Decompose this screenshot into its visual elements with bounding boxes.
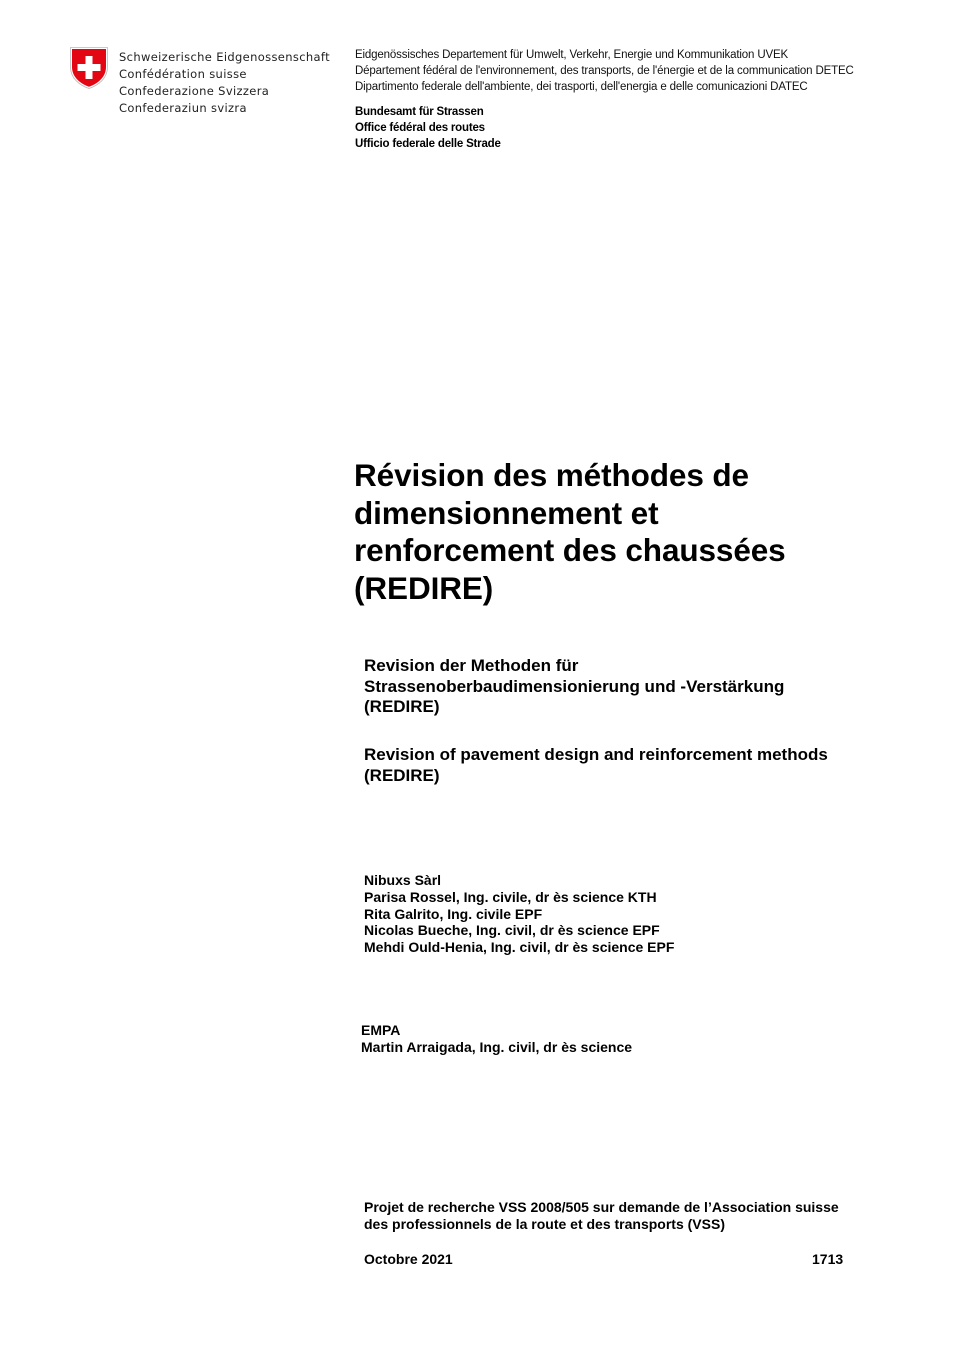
subtitle-en-line: (REDIRE) (364, 765, 440, 785)
organization-name: Nibuxs Sàrl (364, 872, 442, 888)
confederation-names (119, 49, 330, 117)
department-line-it: Dipartimento federale dell'ambiente, dei trasporti, dell'energia e delle comunicazioni DATEC (355, 81, 808, 93)
confederation-name-de: Schweizerische Eidgenossenschaft (119, 50, 330, 64)
office-block (355, 104, 501, 152)
subtitle-de-line: Revision der Methoden für (364, 656, 579, 675)
subtitle-en-line: Revision of pavement design and reinforcement methods (364, 745, 828, 764)
title-line: (REDIRE) (354, 569, 494, 606)
confederation-name-it: Confederazione Svizzera (119, 84, 270, 98)
organization-name: EMPA (361, 1022, 401, 1038)
author-entry: Nicolas Bueche, Ing. civil, dr ès science EPF (364, 922, 660, 939)
swiss-coat-of-arms-icon (70, 47, 108, 89)
confederation-name-fr: Confédération suisse (119, 67, 247, 81)
title-line: renforcement des chaussées (354, 532, 786, 568)
project-note (364, 1199, 884, 1232)
office-line-it: Ufficio federale delle Strade (355, 138, 501, 150)
publication-date: Octobre 2021 (364, 1251, 453, 1267)
author-entry: Rita Galrito, Ing. civile EPF (364, 905, 543, 922)
office-line-fr: Office fédéral des routes (355, 122, 485, 134)
subtitle-german (364, 656, 924, 718)
confederation-name-rm: Confederaziun svizra (119, 101, 247, 115)
author-entry: Mehdi Ould-Henia, Ing. civil, dr ès science EPF (364, 939, 675, 956)
department-line-de: Eidgenössisches Departement für Umwelt, Verkehr, Energie und Kommunikation UVEK (355, 49, 789, 61)
project-note-line: des professionnels de la route et des transports (VSS) (364, 1215, 725, 1232)
title-line: dimensionnement et (354, 494, 659, 531)
project-note-line: Projet de recherche VSS 2008/505 sur demande de l’Association suisse (364, 1199, 839, 1215)
title-line: Révision des méthodes de (354, 457, 749, 493)
document-title (354, 457, 914, 607)
report-number: 1713 (812, 1251, 844, 1267)
authors-nibuxs-block (364, 872, 674, 956)
department-line-fr: Département fédéral de l'environnement, des transports, de l'énergie et de la communication DETEC (355, 65, 854, 77)
author-entry: Parisa Rossel, Ing. civile, dr ès science KTH (364, 888, 657, 905)
cross-horizontal-bar (78, 64, 101, 71)
subtitle-de-line: Strassenoberbaudimensionierung und -Verstärkung (364, 676, 785, 696)
authors-empa-block (361, 1022, 632, 1056)
office-line-de: Bundesamt für Strassen (355, 106, 484, 118)
author-entry: Martin Arraigada, Ing. civil, dr ès science (361, 1038, 633, 1055)
subtitle-de-line: (REDIRE) (364, 697, 440, 717)
swiss-shield-graphic (70, 47, 108, 89)
department-block (355, 47, 854, 95)
subtitle-english (364, 745, 924, 786)
